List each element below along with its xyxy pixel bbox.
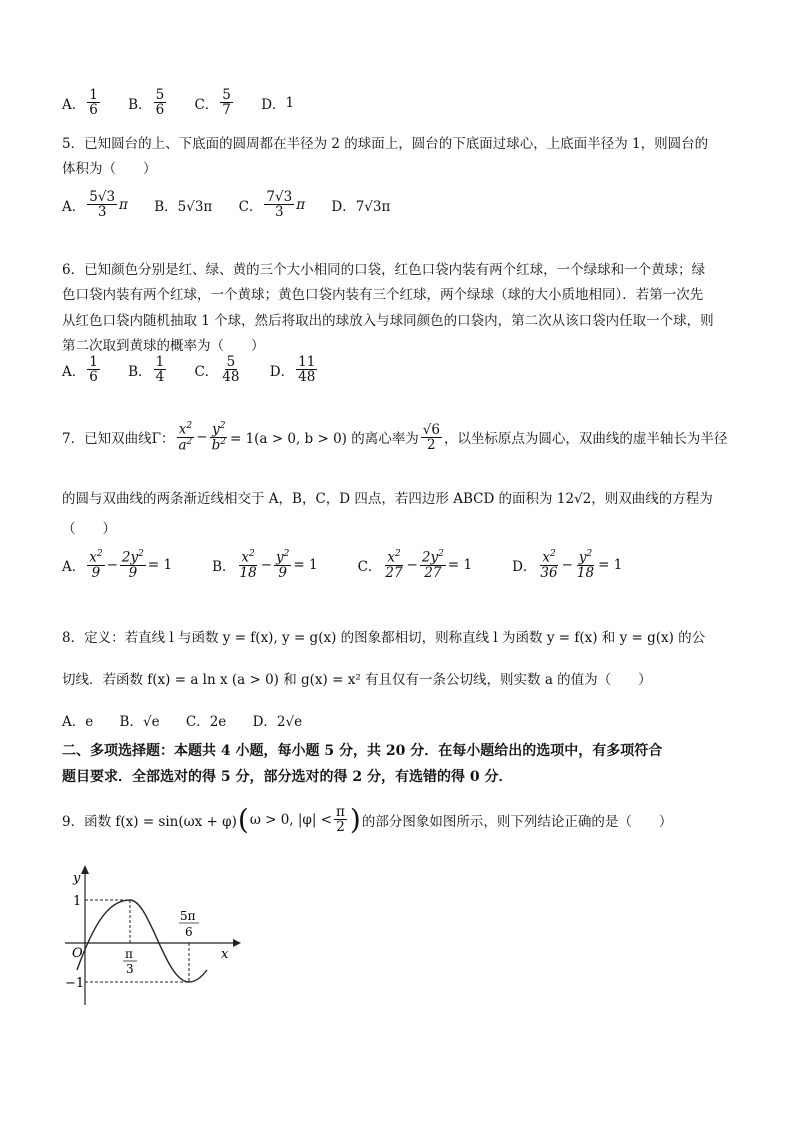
x-tick-5pi6-num: 5π <box>180 909 196 923</box>
q6-option-a[interactable]: A． $\frac{1}{6}$ <box>62 354 98 386</box>
q8-stem-line2: 切线．若函数 f(x) = a ln x (a > 0) 和 g(x) = x² 有且仅有一条公切线，则实数 a 的值为（ ） <box>62 672 652 688</box>
q6-option-b[interactable]: B． $\frac{1}{4}$ <box>128 354 165 386</box>
q6-option-c[interactable]: C． $\frac{5}{48}$ <box>194 354 240 386</box>
q5-stem-line2: 体积为（ ） <box>62 161 157 177</box>
q5-option-c[interactable]: C． $\frac{7√3}{3}$ π <box>238 189 306 221</box>
q8-option-c[interactable]: C．2e <box>185 714 227 730</box>
sine-graph <box>55 860 245 1010</box>
q7-option-d[interactable]: D． $\frac{x^2}{36}$ − $\frac{y^2}{18}$ = 1 <box>512 549 623 581</box>
q4-options <box>62 88 316 117</box>
q7-stem-line3: （ ） <box>62 521 116 537</box>
x-axis-label: x <box>221 947 229 962</box>
x-axis-arrow-icon <box>233 939 241 947</box>
y-tick-minus1: −1 <box>65 976 85 991</box>
q8-option-d[interactable]: D．2√e <box>252 714 303 730</box>
q6-stem-line2: 色口袋内装有两个红球，一个黄球；黄色口袋内装有三个红球，两个绿球（球的大小质地相同）．若第一次先 <box>62 287 704 303</box>
q4-option-a[interactable]: A． $\frac{1}{6}$ <box>62 87 98 119</box>
y-axis-arrow-icon <box>81 865 89 874</box>
q9-stem: 9．函数 f(x) = sin(ωx + φ) ( ω > 0, |φ| < $\frac{\pi}{2}$ ) 的部分图象如图所示，则下列结论正确的是（ ） <box>62 803 673 836</box>
q7-options <box>62 550 644 580</box>
q4-option-d[interactable]: D． 1 <box>261 94 295 113</box>
x-tick-5pi6-den: 6 <box>185 925 193 939</box>
section2-heading-line1: 二、多项选择题：本题共 4 小题，每小题 5 分，共 20 分．在每小题给出的选项中，有多项符合 <box>62 743 663 759</box>
q7-stem-line2: 的圆与双曲线的两条渐近线相交于 A，B，C，D 四点，若四边形 ABCD 的面积为 12√2，则双曲线的方程为 <box>62 491 713 507</box>
q6-option-d[interactable]: D． $\frac{11}{48}$ <box>269 354 316 386</box>
q7-option-b[interactable]: B． $\frac{x^2}{18}$ − $\frac{y^2}{9}$ = 1 <box>212 549 318 581</box>
x-tick-pi3-num: π <box>125 947 133 961</box>
q5-option-b[interactable]: B．5√3π <box>154 198 213 215</box>
q6-stem-line3: 从红色口袋内随机抽取 1 个球，然后将取出的球放入与球同颜色的口袋内，第二次从该口袋内任取一个球，则 <box>62 313 714 329</box>
q5-stem-line1: 5．已知圆台的上、下底面的圆周都在半径为 2 的球面上，圆台的下底面过球心，上底面半径为 1，则圆台的 <box>62 136 709 152</box>
q4-option-b[interactable]: B． $\frac{5}{6}$ <box>128 87 165 119</box>
y-axis-label: y <box>73 871 81 886</box>
q8-option-a[interactable]: A．e <box>62 714 94 730</box>
q5-option-a[interactable]: A． $\frac{5√3}{3}$ π <box>62 189 128 221</box>
x-tick-pi3-den: 3 <box>126 962 134 976</box>
q6-stem-line4: 第二次取到黄球的概率为（ ） <box>62 338 265 354</box>
q7-stem-line1: 7．已知双曲线Γ： $\frac{x^2}{a^2}$ − $\frac{y^2}{b^2}$ = 1(a > 0, b > 0) 的离心率为 $\frac{√6}{2}$ ，以坐标原点为圆心，双曲线的虚半轴长为半径 <box>62 421 728 454</box>
q6-options <box>62 355 341 384</box>
q8-stem-line1: 8．定义：若直线 l 与函数 y = f(x), y = g(x) 的图象都相切，则称直线 l 为函数 y = f(x) 和 y = g(x) 的公 <box>62 630 706 646</box>
q8-option-b[interactable]: B．√e <box>119 714 160 730</box>
q4-option-c[interactable]: C． $\frac{5}{7}$ <box>194 87 231 119</box>
y-tick-1: 1 <box>73 894 82 909</box>
section2-heading-line2: 题目要求．全部选对的得 5 分，部分选对的得 2 分，有选错的得 0 分． <box>62 769 513 785</box>
q8-options <box>62 710 324 730</box>
q5-option-d[interactable]: D．7√3π <box>331 198 391 215</box>
q6-stem-line1: 6．已知颜色分别是红、绿、黄的三个大小相同的口袋，红色口袋内装有两个红球，一个绿球和一个黄球；绿 <box>62 262 706 278</box>
q7-option-a[interactable]: A． $\frac{x^2}{9}$ − $\frac{2y^2}{9}$ = 1 <box>62 549 173 581</box>
origin-label: O <box>72 946 83 961</box>
q7-option-c[interactable]: C． $\frac{x^2}{27}$ − $\frac{2y^2}{27}$ = 1 <box>357 549 473 581</box>
q5-options <box>62 190 412 219</box>
